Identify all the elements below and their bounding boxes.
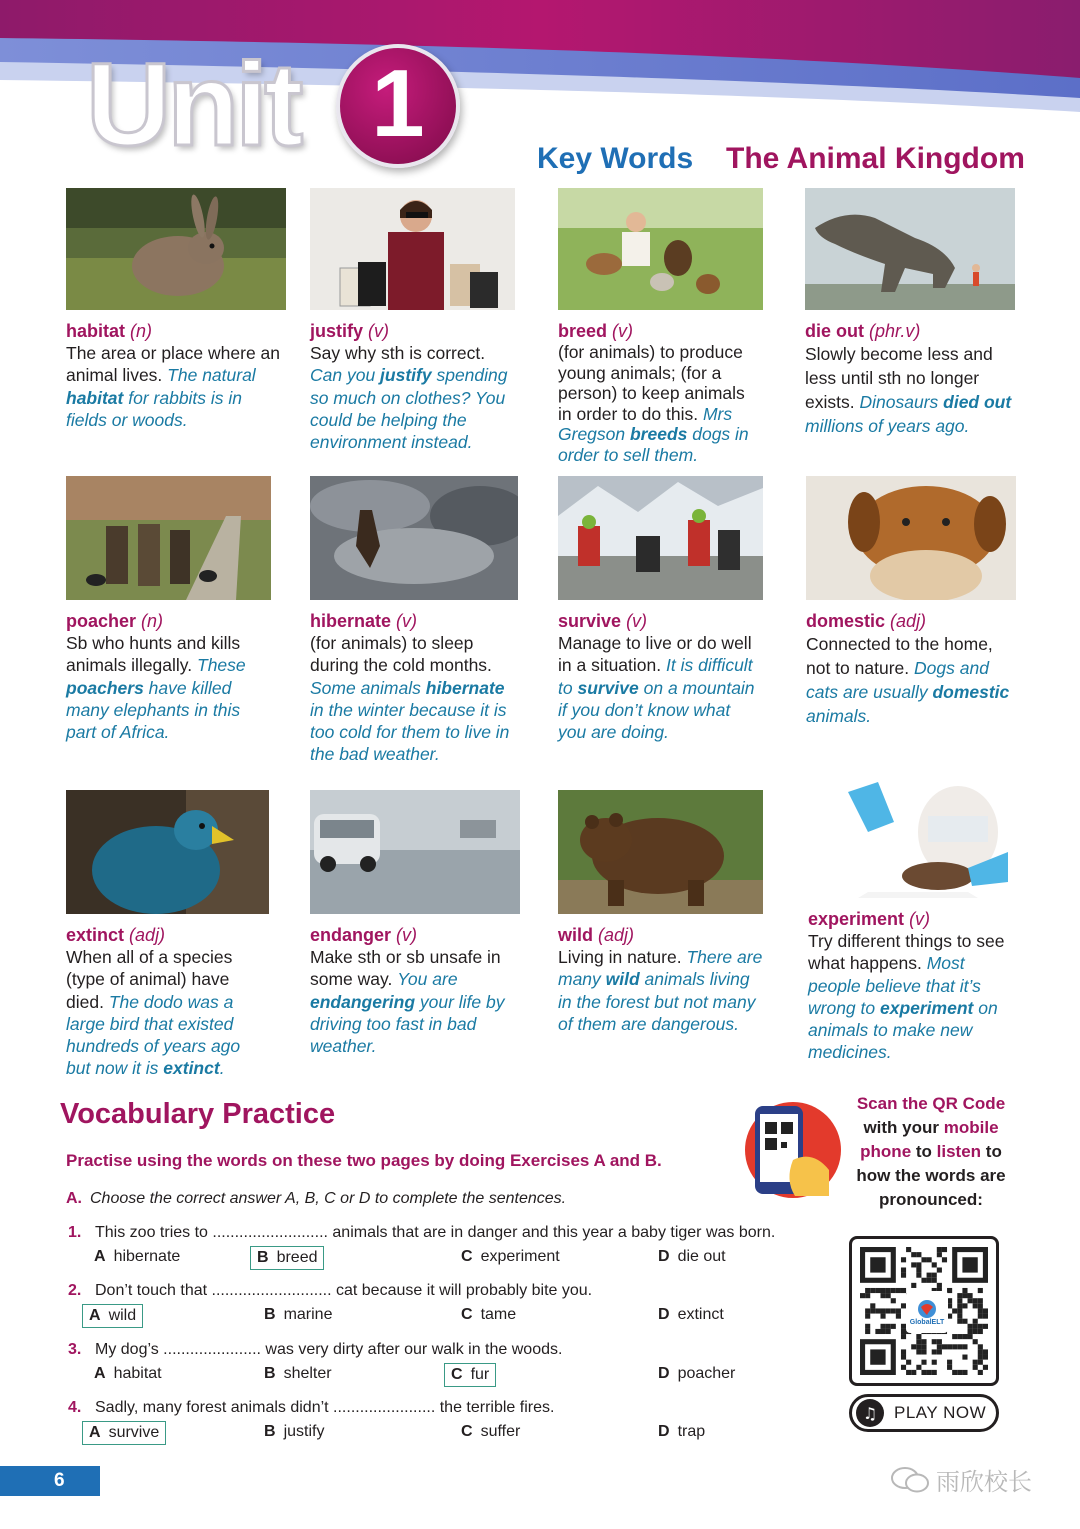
question-number: 2. [68, 1282, 82, 1299]
qr-module [937, 1339, 942, 1344]
qr-module [921, 1360, 926, 1365]
option-text: fur [470, 1366, 490, 1383]
term-word: hibernate [310, 611, 392, 631]
page-number: 6 [54, 1470, 65, 1491]
hunters-photo [66, 476, 271, 600]
option-d[interactable] [652, 1304, 730, 1328]
option-a[interactable] [82, 1304, 143, 1328]
question-stem: Sadly, many forest animals didn’t ....................... the terrible fires. [95, 1399, 555, 1416]
term-definition: Slowly become less and less until sth no longer exists. Dinosaurs died out millions of years ago. [805, 344, 1012, 436]
option-letter: B [264, 1306, 276, 1323]
qr-module [942, 1247, 947, 1252]
qr-module [983, 1314, 988, 1319]
qr-module [901, 1267, 906, 1272]
qr-module [978, 1314, 983, 1319]
term-example: The natural habitat for rabbits is in fields or woods. [66, 365, 256, 430]
qr-module [947, 1365, 952, 1370]
qr-module [886, 1293, 891, 1298]
term-example: Most people believe that it’s wrong to experiment on animals to make new medicines. [808, 953, 998, 1063]
option-a[interactable] [82, 1421, 166, 1445]
term-definition: Connected to the home, not to nature. Dogs and cats are usually domestic animals. [806, 634, 1010, 726]
vocab-card-justify [310, 188, 515, 453]
qr-module [942, 1344, 947, 1349]
option-b[interactable] [258, 1304, 338, 1328]
question-1 [68, 1224, 828, 1274]
qr-module [983, 1349, 988, 1354]
qr-code[interactable] [849, 1236, 999, 1386]
qr-module [880, 1314, 885, 1319]
play-now-button[interactable] [849, 1394, 999, 1432]
option-text: tame [480, 1306, 517, 1323]
music-note-icon: ♫ [856, 1399, 884, 1427]
qr-module [875, 1329, 880, 1334]
option-letter: A [94, 1248, 106, 1265]
term-definition: Try different things to see what happens. Most people believe that it’s wrong to experiment on animals to make new medicines. [808, 931, 1005, 1063]
qr-module [906, 1370, 911, 1375]
qr-module [880, 1324, 885, 1329]
qr-module [983, 1355, 988, 1360]
qr-module [921, 1339, 926, 1344]
qr-module [947, 1360, 952, 1365]
qr-module [891, 1324, 896, 1329]
option-a[interactable] [88, 1246, 186, 1270]
qr-module [916, 1365, 921, 1370]
option-letter: D [658, 1365, 670, 1382]
qr-module [973, 1329, 978, 1334]
qr-module [865, 1329, 870, 1334]
term-example: It is difficult to survive on a mountain if you don’t know what you are doing. [558, 655, 755, 743]
option-c[interactable] [455, 1304, 522, 1328]
term-pos: (adj) [598, 925, 635, 945]
option-text: die out [677, 1248, 726, 1265]
qr-module [891, 1298, 896, 1303]
mountain-rescue-photo [558, 476, 763, 600]
qr-module [968, 1334, 973, 1339]
practice-title: Vocabulary Practice [60, 1098, 336, 1130]
term-definition: (for animals) to sleep during the cold months. Some animals hibernate in the winter because it is too cold for them to live in the bad weather. [310, 633, 510, 765]
qr-module [978, 1298, 983, 1303]
qr-module [978, 1370, 983, 1375]
term-pos: (adj) [129, 925, 166, 945]
qr-module [978, 1288, 983, 1293]
vocab-card-survive [558, 476, 763, 743]
qr-module [921, 1344, 926, 1349]
qr-module [901, 1273, 906, 1278]
option-letter: C [461, 1306, 473, 1323]
qr-module [932, 1278, 937, 1283]
vocab-card-hibernate [310, 476, 518, 766]
vocab-card-habitat [66, 188, 286, 431]
option-text: justify [283, 1423, 325, 1440]
qr-module [978, 1349, 983, 1354]
term-word: die out [805, 321, 864, 341]
qr-module [911, 1283, 916, 1288]
option-text: suffer [480, 1423, 521, 1440]
term-example: Dinosaurs died out millions of years ago. [805, 392, 1012, 436]
qr-module [886, 1329, 891, 1334]
qr-module [906, 1360, 911, 1365]
qr-module [911, 1252, 916, 1257]
qr-module [865, 1324, 870, 1329]
qr-module [957, 1314, 962, 1319]
qr-module [916, 1349, 921, 1354]
qr-module [957, 1298, 962, 1303]
question-4 [68, 1399, 828, 1449]
rabbit-photo [66, 188, 286, 310]
qr-module [880, 1329, 885, 1334]
bird-photo [66, 790, 269, 914]
vocab-card-extinct [66, 790, 269, 1080]
option-letter: B [264, 1423, 276, 1440]
qr-module [957, 1370, 962, 1375]
qr-module [921, 1257, 926, 1262]
wechat-icon [890, 1465, 930, 1495]
qr-module [896, 1308, 901, 1313]
qr-module [921, 1370, 926, 1375]
qr-module [978, 1344, 983, 1349]
option-text: habitat [113, 1365, 162, 1382]
option-letter: C [451, 1366, 463, 1383]
term-definition: The area or place where an animal lives. The natural habitat for rabbits is in fields or woods. [66, 343, 281, 430]
option-b[interactable] [258, 1363, 338, 1387]
option-c[interactable] [444, 1363, 496, 1387]
option-text: extinct [677, 1306, 724, 1323]
qr-module [901, 1365, 906, 1370]
qr-module [932, 1360, 937, 1365]
qr-module [916, 1339, 921, 1344]
term-definition: Sb who hunts and kills animals illegally. These poachers have killed many elephants in this part of Africa. [66, 633, 246, 743]
option-b[interactable] [258, 1421, 330, 1445]
qr-module [978, 1360, 983, 1365]
option-d[interactable] [652, 1246, 732, 1270]
qr-module [957, 1293, 962, 1298]
question-2 [68, 1282, 828, 1332]
qr-module [957, 1334, 962, 1339]
qr-module [886, 1324, 891, 1329]
dogs-photo [558, 188, 763, 310]
qr-module [937, 1247, 942, 1252]
vocab-card-endanger [310, 790, 520, 1057]
qr-module [942, 1257, 947, 1262]
qr-module [901, 1349, 906, 1354]
watermark-text: 雨欣校长 [936, 1468, 1032, 1496]
instruction-text: Choose the correct answer A, B, C or D to complete the sentences. [90, 1190, 567, 1207]
qr-module [860, 1293, 865, 1298]
qr-module [916, 1267, 921, 1272]
qr-module [957, 1319, 962, 1324]
term-definition: Make sth or sb unsafe in some way. You are endangering your life by driving too fast in bad weather. [310, 947, 505, 1057]
phone-scan-icon [733, 1100, 843, 1200]
qr-module [952, 1334, 957, 1339]
term-word: poacher [66, 611, 137, 631]
vocab-card-poacher [66, 476, 271, 743]
option-letter: C [461, 1248, 473, 1265]
option-letter: A [94, 1365, 106, 1382]
term-definition: Manage to live or do well in a situation. It is difficult to survive on a mountain if you don’t know what you are doing. [558, 633, 755, 743]
term-word: breed [558, 321, 608, 341]
option-letter: A [89, 1424, 101, 1441]
term-word: wild [558, 925, 593, 945]
qr-module [891, 1308, 896, 1313]
option-text: survive [108, 1424, 160, 1441]
qr-module [968, 1324, 973, 1329]
qr-module [921, 1278, 926, 1283]
term-definition: (for animals) to produce young animals; (for a person) to keep animals in order to do this. Mrs Gregson breeds dogs in order to sell them. [558, 342, 749, 465]
qr-module [927, 1273, 932, 1278]
qr-module [973, 1324, 978, 1329]
term-definition: Say why sth is correct. Can you justify spending so much on clothes? You could be helping the environment instead. [310, 343, 508, 453]
qr-module [952, 1344, 957, 1349]
qr-module [937, 1252, 942, 1257]
unit-title: Unit [86, 39, 300, 171]
term-pos: (v) [396, 925, 418, 945]
qr-module [962, 1334, 967, 1339]
term-pos: (phr.v) [869, 321, 921, 341]
option-text: breed [276, 1249, 318, 1266]
car-in-rain-photo [310, 790, 520, 914]
term-word: habitat [66, 321, 126, 341]
qr-module [916, 1344, 921, 1349]
option-c[interactable] [455, 1421, 526, 1445]
qr-module [952, 1370, 957, 1375]
question-stem: This zoo tries to .......................... animals that are in danger and this year a baby tiger was born. [95, 1224, 776, 1241]
qr-module [901, 1288, 906, 1293]
dog-and-cat-photo [806, 476, 1016, 600]
option-letter: D [658, 1248, 670, 1265]
qr-module [927, 1278, 932, 1283]
qr-module [978, 1324, 983, 1329]
qr-module [911, 1344, 916, 1349]
option-text: wild [108, 1307, 137, 1324]
term-word: justify [310, 321, 364, 341]
qr-module [896, 1314, 901, 1319]
qr-module [973, 1298, 978, 1303]
qr-module [973, 1360, 978, 1365]
qr-module [916, 1334, 921, 1339]
qr-module [875, 1308, 880, 1313]
qr-module [886, 1288, 891, 1293]
qr-module [880, 1308, 885, 1313]
qr-module [916, 1252, 921, 1257]
qr-finder-mark [870, 1349, 885, 1364]
option-a[interactable] [88, 1363, 168, 1387]
term-example: Mrs Gregson breeds dogs in order to sell them. [558, 403, 749, 465]
question-stem: Don’t touch that ........................... cat because it will probably bite you. [95, 1282, 593, 1299]
qr-module [978, 1355, 983, 1360]
qr-module [952, 1308, 957, 1313]
exercise-a-instruction [66, 1190, 566, 1208]
term-example: Some animals hibernate in the winter because it is too cold for them to live in the bad weather. [310, 677, 510, 765]
term-example: You are endangering your life by driving too fast in bad weather. [310, 969, 505, 1057]
qr-module [957, 1344, 962, 1349]
qr-module [968, 1293, 973, 1298]
qr-module [916, 1262, 921, 1267]
term-pos: (v) [396, 611, 418, 631]
practice-subtitle: Practise using the words on these two pages by doing Exercises A and B. [66, 1151, 662, 1170]
lab-photo [808, 772, 1015, 898]
qr-module [937, 1283, 942, 1288]
qr-module [927, 1370, 932, 1375]
term-definition: When all of a species (type of animal) have died. The dodo was a large bird that existed hundreds of years ago but now it is extinct. [66, 947, 241, 1079]
term-pos: (v) [612, 321, 634, 341]
watermark [890, 1462, 1032, 1497]
qr-module [957, 1303, 962, 1308]
qr-module [880, 1288, 885, 1293]
qr-finder-mark [962, 1257, 977, 1272]
term-pos: (v) [368, 321, 390, 341]
qr-module [870, 1288, 875, 1293]
qr-module [865, 1293, 870, 1298]
qr-module [880, 1293, 885, 1298]
term-pos: (n) [130, 321, 153, 341]
question-number: 1. [68, 1224, 82, 1241]
term-word: extinct [66, 925, 125, 945]
option-letter: B [264, 1365, 276, 1382]
qr-module [962, 1293, 967, 1298]
vocab-card-experiment [808, 772, 1015, 1064]
term-word: survive [558, 611, 622, 631]
qr-module [911, 1370, 916, 1375]
qr-module [937, 1349, 942, 1354]
qr-module [983, 1308, 988, 1313]
qr-instructions: Scan the QR Code with your mobile phone to listen to how the words are pronounced: [856, 1094, 1006, 1209]
qr-module [978, 1329, 983, 1334]
option-letter: B [257, 1249, 269, 1266]
bear-photo [558, 790, 763, 914]
term-pos: (n) [141, 611, 164, 631]
qr-module [916, 1273, 921, 1278]
qr-module [870, 1303, 875, 1308]
option-b[interactable] [250, 1246, 324, 1270]
qr-module [973, 1365, 978, 1370]
option-text: marine [283, 1306, 333, 1323]
term-pos: (v) [626, 611, 648, 631]
qr-module [870, 1308, 875, 1313]
option-d[interactable] [652, 1421, 711, 1445]
term-example: These poachers have killed many elephants in this part of Africa. [66, 655, 246, 743]
bat-photo [310, 476, 518, 600]
question-number: 4. [68, 1399, 82, 1416]
qr-module [937, 1344, 942, 1349]
qr-module [957, 1308, 962, 1313]
option-c[interactable] [455, 1246, 566, 1270]
qr-module [932, 1339, 937, 1344]
option-letter: C [461, 1423, 473, 1440]
qr-module [901, 1257, 906, 1262]
term-example: The dodo was a large bird that existed hundreds of years ago but now it is extinct. [66, 991, 241, 1079]
qr-module [901, 1334, 906, 1339]
exercise-label: A. [66, 1190, 82, 1207]
option-text: shelter [283, 1365, 332, 1382]
qr-module [891, 1288, 896, 1293]
qr-module [947, 1288, 952, 1293]
term-word: experiment [808, 909, 905, 929]
qr-module [921, 1349, 926, 1354]
qr-module [932, 1370, 937, 1375]
question-number: 3. [68, 1341, 82, 1358]
option-letter: D [658, 1306, 670, 1323]
qr-module [937, 1267, 942, 1272]
qr-module [865, 1308, 870, 1313]
qr-module [865, 1288, 870, 1293]
term-definition: Living in nature. There are many wild animals living in the forest but not many of them are dangerous. [558, 947, 763, 1034]
qr-module [973, 1339, 978, 1344]
qr-module [962, 1370, 967, 1375]
term-example: Dogs and cats are usually domestic animals. [806, 658, 1010, 726]
qr-module [886, 1308, 891, 1313]
qr-finder-mark [870, 1257, 885, 1272]
unit-number-badge [336, 44, 460, 168]
option-letter: D [658, 1423, 670, 1440]
qr-module [978, 1308, 983, 1313]
option-d[interactable] [652, 1363, 741, 1387]
qr-module [962, 1288, 967, 1293]
qr-module [978, 1303, 983, 1308]
qr-module [932, 1273, 937, 1278]
page-number-bar [0, 1466, 100, 1496]
qr-module [983, 1324, 988, 1329]
term-example: Can you justify spending so much on clothes? You could be helping the environment instead. [310, 365, 508, 453]
qr-module [932, 1262, 937, 1267]
term-pos: (adj) [890, 611, 927, 631]
qr-module [962, 1319, 967, 1324]
term-word: endanger [310, 925, 392, 945]
qr-module [962, 1344, 967, 1349]
qr-module [983, 1365, 988, 1370]
option-text: hibernate [113, 1248, 181, 1265]
vocab-card-domestic [806, 476, 1016, 728]
globe-icon [917, 1299, 937, 1319]
qr-module [932, 1349, 937, 1354]
dinosaur-photo [805, 188, 1015, 310]
vocab-card-wild [558, 790, 763, 1035]
term-word: domestic [806, 611, 886, 631]
qr-module [973, 1303, 978, 1308]
qr-module [875, 1288, 880, 1293]
qr-module [968, 1298, 973, 1303]
qr-module [927, 1257, 932, 1262]
qr-module [865, 1314, 870, 1319]
key-words-heading: Key Words [537, 142, 694, 175]
qr-module [973, 1319, 978, 1324]
option-text: poacher [677, 1365, 736, 1382]
qr-module [911, 1262, 916, 1267]
play-now-label: PLAY NOW [894, 1403, 987, 1422]
option-letter: A [89, 1307, 101, 1324]
qr-module [947, 1344, 952, 1349]
qr-module [962, 1355, 967, 1360]
vocab-card-breed [558, 188, 763, 466]
question-3 [68, 1341, 828, 1391]
qr-module [901, 1355, 906, 1360]
qr-module [896, 1288, 901, 1293]
vocab-card-die-out [805, 188, 1015, 438]
unit-number: 1 [371, 50, 425, 157]
option-text: experiment [480, 1248, 560, 1265]
shopping-photo [310, 188, 515, 310]
term-example: There are many wild animals living in the forest but not many of them are dangerous. [558, 947, 763, 1034]
term-pos: (v) [909, 909, 931, 929]
qr-module [968, 1329, 973, 1334]
globalelt-logo: GlobalELT [906, 1291, 948, 1333]
option-text: trap [677, 1423, 706, 1440]
question-stem: My dog’s ...................... was very dirty after our walk in the woods. [95, 1341, 563, 1358]
qr-module [962, 1303, 967, 1308]
section-title: The Animal Kingdom [726, 142, 1025, 175]
qr-module [906, 1247, 911, 1252]
